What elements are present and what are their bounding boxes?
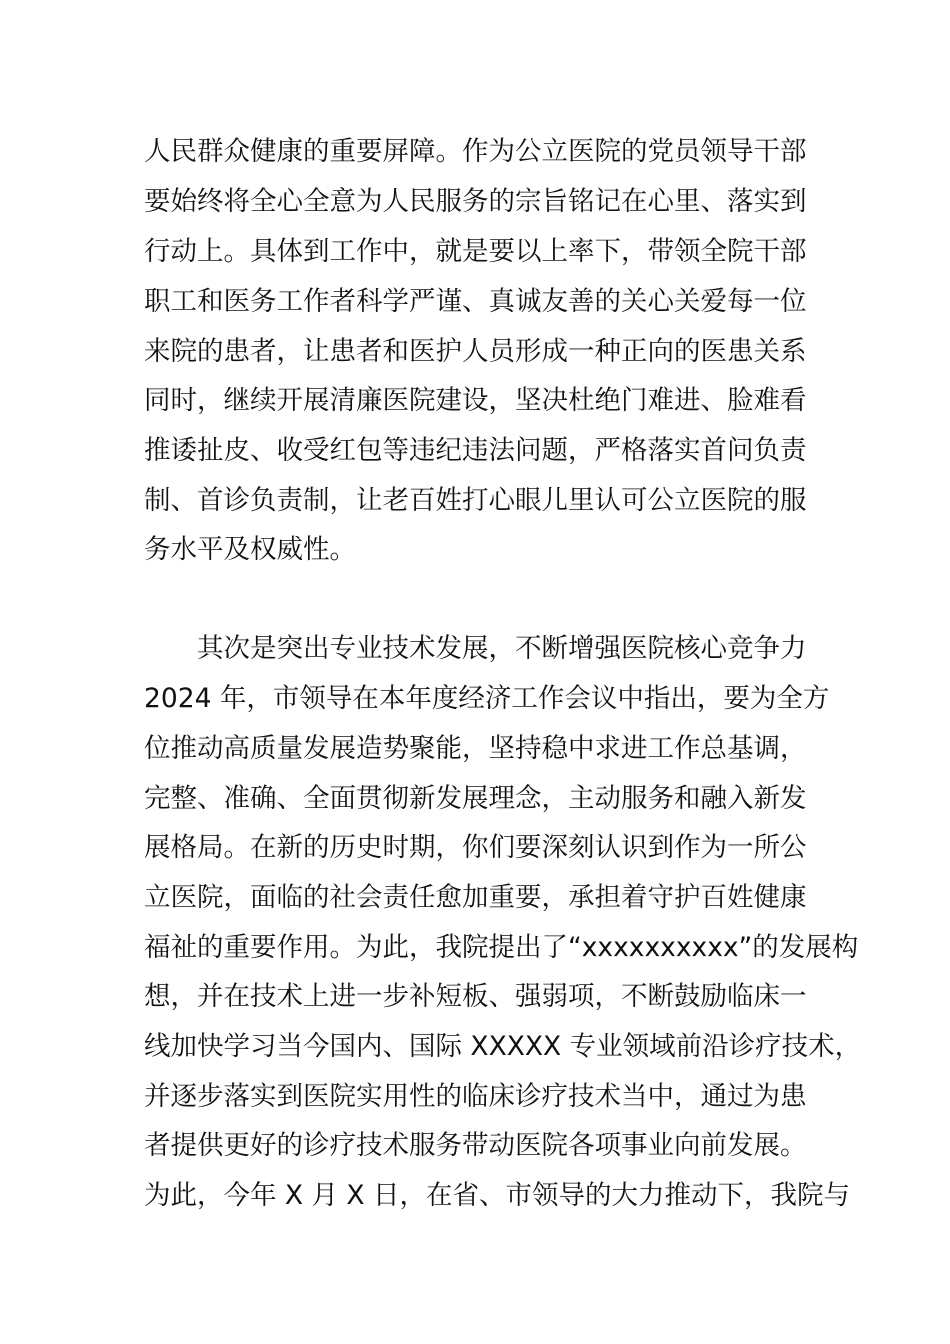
paragraph-2-line: 并逐步落实到医院实用性的临床诊疗技术当中，通过为患 <box>144 1081 807 1112</box>
paragraph-1-line: 行动上。具体到工作中，就是要以上率下，带领全院干部 <box>144 236 807 267</box>
paragraph-1-line: 务水平及权威性。 <box>144 534 356 565</box>
paragraph-2-line: 者提供更好的诊疗技术服务带动医院各项事业向前发展。 <box>144 1130 807 1161</box>
paragraph-1-line: 同时，继续开展清廉医院建设，坚决杜绝门难进、脸难看 <box>144 385 807 416</box>
paragraph-2-line: 线加快学习当今国内、国际 XXXXX 专业领域前沿诊疗技术， <box>144 1031 862 1062</box>
paragraph-1-line: 要始终将全心全意为人民服务的宗旨铭记在心里、落实到 <box>144 186 807 217</box>
paragraph-2-line: 为此，今年 X 月 X 日，在省、市领导的大力推动下，我院与 <box>144 1180 851 1211</box>
paragraph-2-line: 位推动高质量发展造势聚能，坚持稳中求进工作总基调， <box>144 733 807 764</box>
paragraph-2-line: 立医院，面临的社会责任愈加重要，承担着守护百姓健康 <box>144 882 807 913</box>
paragraph-1-line: 制、首诊负责制，让老百姓打心眼儿里认可公立医院的服 <box>144 485 807 516</box>
paragraph-2-line: 2024 年，市领导在本年度经济工作会议中指出，要为全方 <box>144 683 830 714</box>
paragraph-2-line: 展格局。在新的历史时期，你们要深刻认识到作为一所公 <box>144 832 807 863</box>
paragraph-1-line: 来院的患者，让患者和医护人员形成一种正向的医患关系 <box>144 336 807 367</box>
paragraph-2-line: 其次是突出专业技术发展，不断增强医院核心竞争力 <box>144 633 807 664</box>
paragraph-1-line: 人民群众健康的重要屏障。作为公立医院的党员领导干部 <box>144 136 807 167</box>
paragraph-1-line: 推诿扯皮、收受红包等违纪违法问题，严格落实首问负责 <box>144 435 807 466</box>
paragraph-2-line: 完整、准确、全面贯彻新发展理念，主动服务和融入新发 <box>144 783 807 814</box>
paragraph-2-line: 福祉的重要作用。为此，我院提出了“xxxxxxxxxx”的发展构 <box>144 932 859 963</box>
paragraph-1-line: 职工和医务工作者科学严谨、真诚友善的关心关爱每一位 <box>144 286 807 317</box>
paragraph-2-line: 想，并在技术上进一步补短板、强弱项，不断鼓励临床一 <box>144 981 807 1012</box>
